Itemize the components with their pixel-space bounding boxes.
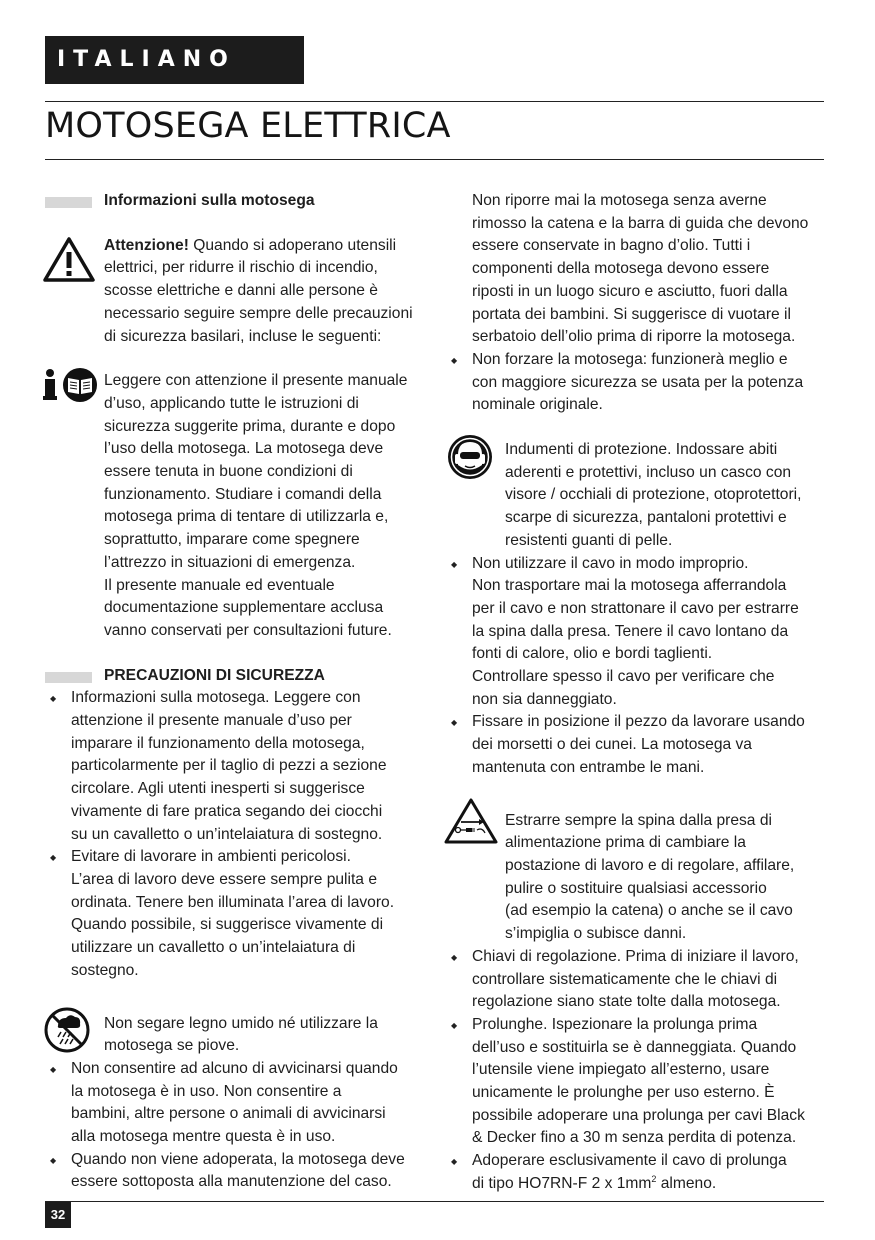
footer-rule <box>45 1201 824 1202</box>
ppe-block: Indumenti di protezione. Indossare abiti aderenti e protettivi, incluso un casco con visore / occhiali di protezione, otoprotettori, scarpe di sicurezza, pantaloni protettivi e resistenti guanti di pelle. <box>441 439 829 553</box>
read-manual-icon <box>42 367 98 411</box>
title-rule <box>45 159 824 160</box>
rain-block: Non segare legno umido né utilizzare la motosega se piove. <box>40 1013 425 1058</box>
bullet-clamp: ◆ Fissare in posizione il pezzo da lavorare usando dei morsetti o dei cunei. La motosega va mantenuta con entrambe le mani. <box>441 711 829 779</box>
bullet-storage: ◆ Quando non viene adoperata, la motosega deve essere sottoposta alla manutenzione del caso. <box>40 1149 425 1194</box>
warning-label: Attenzione! <box>104 236 189 254</box>
page-number: 32 <box>45 1202 71 1228</box>
warning-block: Attenzione! Quando si adoperano utensili elettrici, per ridurre il rischio di incendio, scosse elettriche e danni alle persone è necessario seguire sempre delle precauzioni di sicurezza basilari, incluse le seguenti: <box>40 235 425 349</box>
storage-continued: Non riporre mai la motosega senza averne rimosso la catena e la barra di guida che devono essere conservate in bagno d’olio. Tutti i componenti della motosega devono essere riposti in un luogo sicuro e asciutto, fuori dalla portata dei bambini. Si suggerisce di vuotare il serbatoio dell’olio prima di riporre la motosega. <box>472 192 809 346</box>
bullet-environment: ◆ Evitare di lavorare in ambienti pericolosi. L’area di lavoro deve essere sempre pulita e ordinata. Tenere ben illuminata l’area di lavoro. Quando possibile, si suggerisce vivamente di utilizzare un cavalletto o un’intelaiatura di sostegno. <box>40 846 425 982</box>
warning-triangle-icon <box>42 235 96 293</box>
language-label: ITALIANO <box>45 36 304 84</box>
bullet-info: ◆ Informazioni sulla motosega. Leggere con attenzione il presente manuale d’uso per imparare il funzionamento della motosega, particolarmente per il taglio di pezzi a sezione circolare. Agli utenti inesperti si suggerisce vivamente di fare pratica segando dei ciocchi su un cavalletto o un’intelaiatura di sostegno. <box>40 687 425 846</box>
unplug-warning-icon <box>443 796 499 854</box>
manual-block: Leggere con attenzione il presente manuale d’uso, applicando tutte le istruzioni di sicurezza suggerite prima, durante e dopo l’uso della motosega. La motosega deve essere tenuta in buone condizioni di funzionamento. Studiare i comandi della motosega prima di tentare di utilizzarla e, soprattutto, imparare come spegnere l’attrezzo in situazioni di emergenza. Il presente manuale ed eventuale documentazione supplementare acclusa vanno conservati per consultazioni future. <box>40 370 425 642</box>
bullet-keys: ◆ Chiavi di regolazione. Prima di iniziare il lavoro, controllare sistematicamente che le chiavi di regolazione siano state tolte dalla motosega. <box>441 946 829 1014</box>
unplug-block: Estrarre sempre la spina dalla presa di alimentazione prima di cambiare la postazione di lavoro e di regolare, affilare, pulire o sostituire qualsiasi accessorio (ad esempio la catena) o anche se il cavo s’impiglia o subisce danni. <box>441 810 829 946</box>
left-column <box>40 190 425 1194</box>
section-heading-info: Informazioni sulla motosega <box>40 190 425 213</box>
bullet-extension: ◆ Prolunghe. Ispezionare la prolunga prima dell’uso e sostituirla se è danneggiata. Quando l’utensile viene impiegato all’esterno, usare unicamente le prolunghe per uso esterno. È possibile adoperare una prolunga per cavi Black & Decker fino a 30 m senza perdita di potenza. <box>441 1014 829 1150</box>
top-rule <box>45 101 824 102</box>
bullet-force: ◆ Non forzare la motosega: funzionerà meglio e con maggiore sicurezza se usata per la potenza nominale originale. <box>441 349 829 417</box>
heading-bar <box>45 672 92 683</box>
bullet-cable-type: ◆ Adoperare esclusivamente il cavo di prolunga di tipo HO7RN-F 2 x $1mm^2$ almeno. <box>441 1150 829 1195</box>
bullet-cord: ◆ Non utilizzare il cavo in modo improprio. Non trasportare mai la motosega afferrandola per il cavo e non strattonare il cavo per estrarre la spina dalla presa. Tenere il cavo lontano da fonti di calore, olio e bordi taglienti. Controllare spesso il cavo per verificare che non sia danneggiato. <box>441 553 829 712</box>
right-column <box>441 190 829 1196</box>
section-heading-safety: PRECAUZIONI DI SICUREZZA <box>40 665 425 688</box>
page-title: MOTOSEGA ELETTRICA <box>45 106 451 146</box>
bullet-bystanders: ◆ Non consentire ad alcuno di avvicinarsi quando la motosega è in uso. Non consentire a bambini, altre persone o animali di avvicinarsi alla motosega mentre questa è in uso. <box>40 1058 425 1149</box>
protective-gear-icon <box>446 433 494 489</box>
heading-bar <box>45 197 92 208</box>
no-rain-icon <box>43 1006 91 1062</box>
